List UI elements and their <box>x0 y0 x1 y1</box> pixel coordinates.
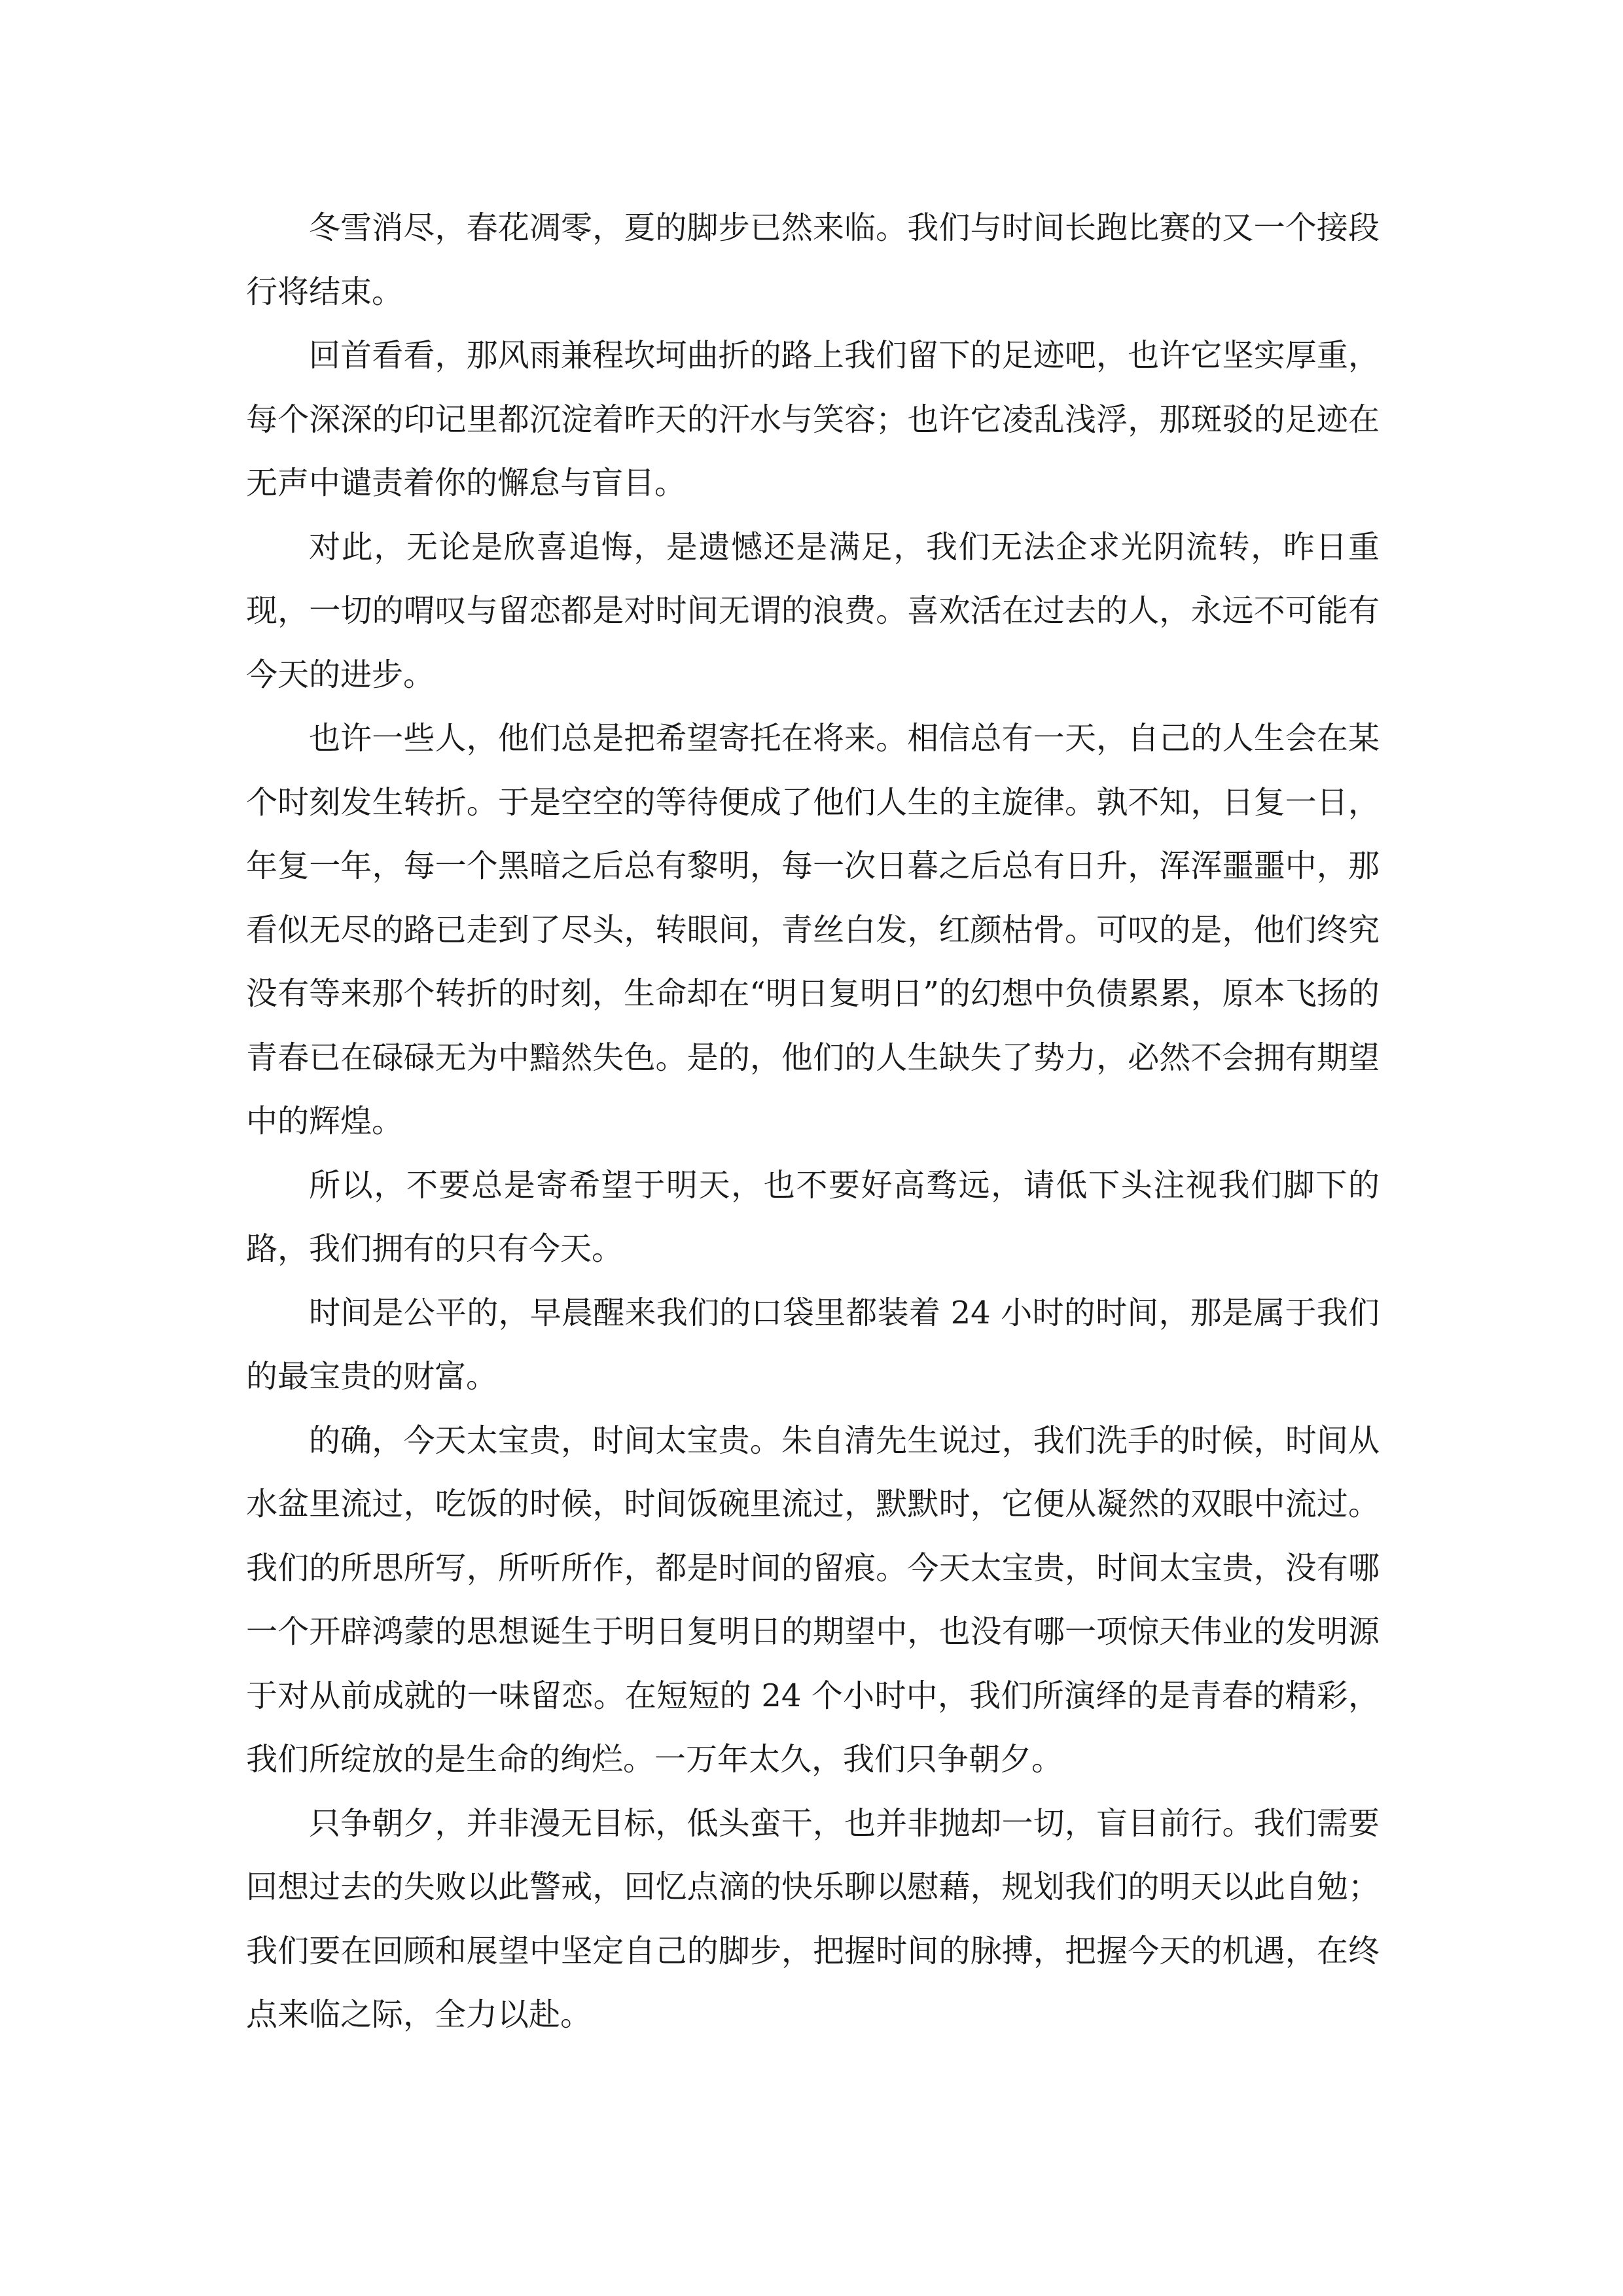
paragraph-6: 时间是公平的，早晨醒来我们的口袋里都装着 24 小时的时间，那是属于我们的最宝贵的财富。 <box>246 1294 1380 1395</box>
essay-body <box>246 196 1380 2047</box>
paragraph-1: 冬雪消尽，春花凋零，夏的脚步已然来临。我们与时间长跑比赛的又一个接段行将结束。 <box>246 209 1380 310</box>
paragraph-2: 回首看看，那风雨兼程坎坷曲折的路上我们留下的足迹吧，也许它坚实厚重，每个深深的印记里都沉淀着昨天的汗水与笑容；也许它凌乱浅浮，那斑驳的足迹在无声中谴责着你的懈怠与盲目。 <box>246 337 1380 501</box>
paragraph-5: 所以，不要总是寄希望于明天，也不要好高骛远，请低下头注视我们脚下的路，我们拥有的只有今天。 <box>246 1166 1380 1267</box>
paragraph-7: 的确，今天太宝贵，时间太宝贵。朱自清先生说过，我们洗手的时候，时间从水盆里流过，吃饭的时候，时间饭碗里流过，默默时，它便从凝然的双眼中流过。我们的所思所写，所听所作，都是时间的留痕。今天太宝贵，时间太宝贵，没有哪一个开辟鸿蒙的思想诞生于明日复明日的期望中，也没有哪一项惊天伟业的发明源于对从前成就的一味留恋。在短短的 24 个小时中，我们所演绎的是青春的精彩，我们所绽放的是生命的绚烂。一万年太久，我们只争朝夕。 <box>246 1422 1380 1778</box>
paragraph-3: 对此，无论是欣喜追悔，是遗憾还是满足，我们无法企求光阴流转，昨日重现，一切的喟叹与留恋都是对时间无谓的浪费。喜欢活在过去的人，永远不可能有今天的进步。 <box>246 528 1380 693</box>
paragraph-4: 也许一些人，他们总是把希望寄托在将来。相信总有一天，自己的人生会在某个时刻发生转折。于是空空的等待便成了他们人生的主旋律。孰不知，日复一日，年复一年，每一个黑暗之后总有黎明，每一次日暮之后总有日升，浑浑噩噩中，那看似无尽的路已走到了尽头，转眼间，青丝白发，红颜枯骨。可叹的是，他们终究没有等来那个转折的时刻，生命却在“明日复明日”的幻想中负债累累，原本飞扬的青春已在碌碌无为中黯然失色。是的，他们的人生缺失了势力，必然不会拥有期望中的辉煌。 <box>246 720 1380 1139</box>
paragraph-8: 只争朝夕，并非漫无目标，低头蛮干，也并非抛却一切，盲目前行。我们需要回想过去的失败以此警戒，回忆点滴的快乐聊以慰藉，规划我们的明天以此自勉；我们要在回顾和展望中坚定自己的脚步，把握时间的脉搏，把握今天的机遇，在终点来临之际，全力以赴。 <box>246 1804 1380 2033</box>
